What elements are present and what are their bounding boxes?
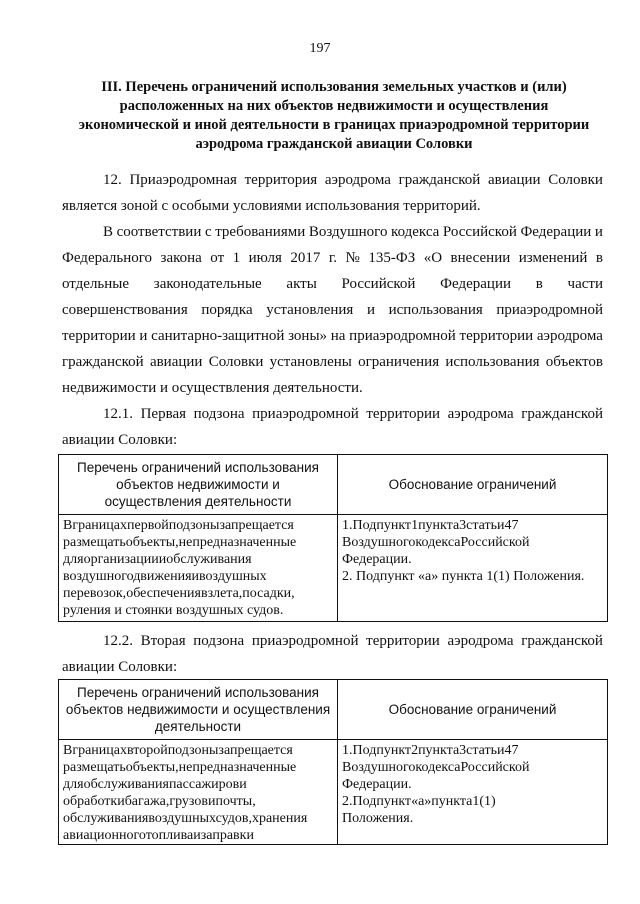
header-line: объектов недвижимости и xyxy=(116,477,280,492)
cell-line: Вграницахвторойподзонызапрещается xyxy=(63,743,293,758)
paragraph-line: отдельные законодательные акты Российской Федерации в части xyxy=(62,276,603,292)
cell-line: размещатьобъекты,непредназначенные xyxy=(63,760,297,775)
page-number: 197 xyxy=(309,41,331,56)
table-row xyxy=(59,740,608,845)
paragraph-line: территории и санитарно-защитной зоны» на приаэродромной территории аэродрома xyxy=(62,328,603,344)
cell-line: 2. Подпункт «а» пункта 1(1) Положения. xyxy=(342,569,585,584)
paragraph-12-1 xyxy=(62,401,603,453)
paragraph-line: недвижимости и осуществления деятельности. xyxy=(62,380,363,396)
header-line: Обоснование ограничений xyxy=(388,702,557,717)
basis-cell xyxy=(338,740,608,845)
table-row xyxy=(59,515,608,622)
cell-line: обработкибагажа,грузовипочты, xyxy=(63,794,256,809)
paragraph-line: авиации Соловки: xyxy=(62,432,178,448)
header-line: Перечень ограничений использования xyxy=(77,685,319,700)
table-header-row xyxy=(59,680,608,740)
heading-line: расположенных на них объектов недвижимости и осуществления xyxy=(119,98,549,114)
cell-line: ВоздушногокодексаРоссийской xyxy=(342,535,530,550)
paragraph-12 xyxy=(62,167,603,219)
cell-line: Вграницахпервойподзонызапрещается xyxy=(63,518,294,533)
cell-line: авиационноготопливаизаправки xyxy=(63,828,254,843)
restrictions-table-1 xyxy=(58,454,608,622)
cell-line: Федерации. xyxy=(342,552,412,567)
basis-cell xyxy=(338,515,608,622)
paragraph-line: 12.1. Первая подзона приаэродромной территории аэродрома гражданской xyxy=(103,406,603,422)
table-header-cell xyxy=(338,680,608,740)
cell-line: Положения. xyxy=(342,811,414,826)
header-line: Перечень ограничений использования xyxy=(77,460,319,475)
table-header-cell xyxy=(59,455,338,515)
paragraph-line: 12. Приаэродромная территория аэродрома гражданской авиации Соловки xyxy=(103,172,603,188)
table-header-cell xyxy=(59,680,338,740)
heading-line: аэродрома гражданской авиации Соловки xyxy=(195,136,473,152)
cell-line: размещатьобъекты,непредназначенные xyxy=(63,535,297,550)
cell-line: воздушногодвиженияивоздушных xyxy=(63,569,267,584)
paragraph-line: Федерального закона от 1 июля 2017 г. № 135-ФЗ «О внесении изменений в xyxy=(62,250,603,266)
cell-line: дляобслуживанияпассажирови xyxy=(63,777,247,792)
paragraph-line: 12.2. Вторая подзона приаэродромной территории аэродрома гражданской xyxy=(103,633,603,649)
cell-line: руления и стоянки воздушных судов. xyxy=(63,603,284,618)
cell-line: 2.Подпункт«а»пункта1(1) xyxy=(342,794,496,809)
header-line: объектов недвижимости и осуществления xyxy=(65,702,331,717)
section-heading xyxy=(64,78,604,154)
paragraph-line: гражданской авиации Соловки установлены ограничения использования объектов xyxy=(62,354,603,370)
restriction-cell xyxy=(59,515,338,622)
cell-line: дляорганизациииобслуживания xyxy=(63,552,252,567)
cell-line: ВоздушногокодексаРоссийской xyxy=(342,760,530,775)
header-line: Обоснование ограничений xyxy=(388,477,557,492)
heading-line: III. Перечень ограничений использования земельных участков и (или) xyxy=(101,79,567,95)
paragraph-line: В соответствии с требованиями Воздушного кодекса Российской Федерации и xyxy=(103,224,603,240)
table-header-row xyxy=(59,455,608,515)
heading-line: экономической и иной деятельности в границах приаэродромной территории xyxy=(78,117,590,133)
cell-line: 1.Подпункт1пункта3статьи47 xyxy=(342,518,519,533)
cell-line: Федерации. xyxy=(342,777,412,792)
paragraph-12-2 xyxy=(62,628,603,680)
restrictions-table-2 xyxy=(58,679,608,845)
table-header-cell xyxy=(338,455,608,515)
cell-line: перевозок,обеспечениявзлета,посадки, xyxy=(63,586,295,601)
header-line: осуществления деятельности xyxy=(104,494,292,509)
paragraph-line: совершенствования порядка установления и использования приаэродромной xyxy=(62,302,603,318)
cell-line: обслуживаниявоздушныхсудов,хранения xyxy=(63,811,308,826)
cell-line: 1.Подпункт2пункта3статьи47 xyxy=(342,743,519,758)
paragraph-line: авиации Соловки: xyxy=(62,659,178,675)
paragraph-accordance xyxy=(62,219,603,401)
paragraph-line: является зоной с особыми условиями использования территорий. xyxy=(62,198,481,214)
header-line: деятельности xyxy=(154,719,242,734)
restriction-cell xyxy=(59,740,338,845)
